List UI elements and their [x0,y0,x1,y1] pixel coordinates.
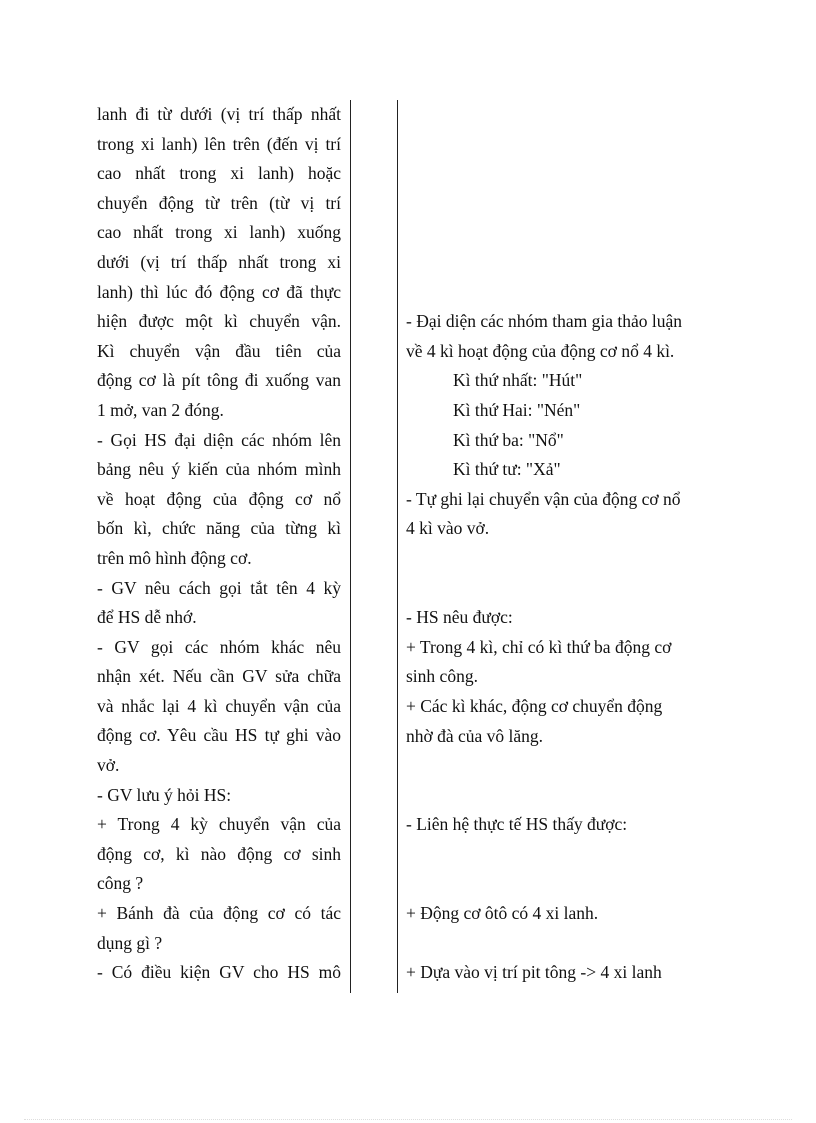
stroke-item: Kì thứ Hai: "Nén" [453,399,581,420]
text-line: - GV nêu cách gọi tắt tên 4 kỳ [97,577,341,598]
text-line: lanh đi từ dưới (vị trí thấp nhất [97,104,341,124]
text-line: lanh) thì lúc đó động cơ đã thực [97,281,341,302]
text-line: bốn kì, chức năng của từng kì [97,518,341,539]
blank-space [406,544,704,603]
text-line: động cơ là pít tông đi xuống van [97,370,341,391]
stroke-item: Kì thứ tư: "Xả" [453,459,561,480]
text-line: và nhắc lại 4 kì chuyển vận của [97,695,341,716]
text-line: hiện được một kì chuyển vận. [97,311,341,332]
text-line: - Có điều kiện GV cho HS mô [97,962,341,983]
text-line: + Động cơ ôtô có 4 xi lanh. [406,903,599,924]
text-line: cao nhất trong xi lanh) xuống [97,222,341,243]
text-line: + Trong 4 kỳ chuyển vận của [97,814,341,835]
text-line: dưới (vị trí thấp nhất trong xi [97,251,341,272]
blank-space [406,840,704,899]
text-line: + Trong 4 kì, chỉ có kì thứ ba động cơ [406,636,672,657]
text-line: - Đại diện các nhóm tham gia thảo luận [406,311,683,332]
text-line: + Dựa vào vị trí pit tông -> 4 xi lanh [406,962,662,983]
text-line: - Liên hệ thực tế HS thấy được: [406,814,628,835]
text-line: + Các kì khác, động cơ chuyển động [406,695,663,716]
text-line: - GV gọi các nhóm khác nêu [97,636,341,657]
teacher-activity-column [97,100,341,988]
text-line: sinh công. [406,666,478,687]
blank-space [406,751,704,810]
stroke-item: Kì thứ ba: "Nổ" [453,429,564,450]
text-line: để HS dễ nhớ. [97,607,197,628]
text-line: - Tự ghi lại chuyển vận của động cơ nổ [406,488,681,509]
text-line: - HS nêu được: [406,607,513,628]
blank-space [406,929,704,959]
text-line: - GV lưu ý hỏi HS: [97,784,232,805]
text-line: động cơ. Yêu cầu HS tự ghi vào [97,725,341,746]
stroke-item: Kì thứ nhất: "Hút" [453,370,583,391]
text-line: bảng nêu ý kiến của nhóm mình [97,459,341,480]
student-activity-column [406,100,704,988]
blank-space [406,100,704,307]
text-line: cao nhất trong xi lanh) hoặc [97,163,341,184]
text-line: nhờ đà của vô lăng. [406,725,544,746]
text-line: công ? [97,873,144,894]
page-edge-dots [24,1119,792,1120]
text-line: về 4 kì hoạt động của động cơ nổ 4 kì. [406,340,675,361]
text-line: - Gọi HS đại diện các nhóm lên [97,429,341,450]
text-line: vở. [97,755,120,776]
text-line: chuyển động từ trên (từ vị trí [97,192,341,213]
column-divider-left [350,100,351,993]
text-line: dụng gì ? [97,932,163,953]
text-line: + Bánh đà của động cơ có tác [97,903,341,924]
text-line: nhận xét. Nếu cần GV sửa chữa [97,666,341,687]
text-line: 1 mở, van 2 đóng. [97,399,224,420]
text-line: động cơ, kì nào động cơ sinh [97,843,341,864]
text-line: về hoạt động của động cơ nổ [97,488,341,509]
text-line: 4 kì vào vở. [406,518,490,539]
text-line: trên mô hình động cơ. [97,547,252,568]
text-line: trong xi lanh) lên trên (đến vị trí [97,133,341,154]
text-line: Kì chuyển vận đầu tiên của [97,340,341,361]
column-divider-right [397,100,398,993]
